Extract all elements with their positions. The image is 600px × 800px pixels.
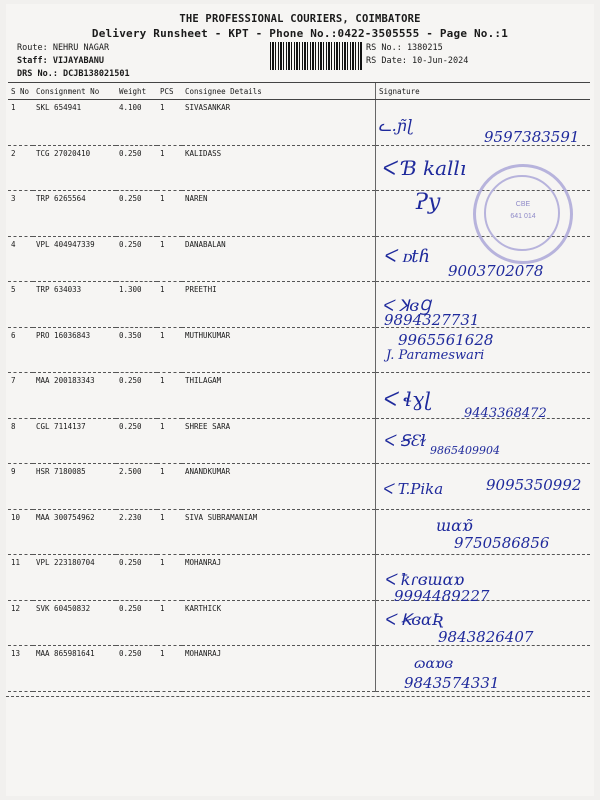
cell-sno: 13 [8,646,33,692]
cell-consignment: HSR 7180085 [33,464,116,510]
col-consignment: Consignment No [33,83,116,100]
rs-date: RS Date: 10-Jun-2024 [366,56,469,66]
sig-mark-13: ɷɑɒɞ [414,656,453,672]
sig-phone-13: 9843574331 [404,674,500,692]
cell-consignment: MAA 200183343 [33,373,116,419]
sig-mark-3: Ɂy [415,190,441,215]
cell-pcs: 1 [157,145,182,191]
company-title: THE PROFESSIONAL COURIERS, COIMBATORE [179,13,421,25]
col-consignee: Consignee Details [182,83,376,100]
cell-pcs: 1 [157,464,182,510]
cell-sno: 3 [8,191,33,237]
cell-sno: 10 [8,509,33,555]
cell-weight: 0.250 [116,191,157,237]
col-sno: S No [8,83,33,100]
sig-phone-11: 9994489227 [394,587,490,605]
cell-consignment: VPL 223180704 [33,555,116,601]
cell-consignee: KARTHICK [182,600,376,646]
cell-consignee: MUTHUKUMAR [182,327,376,373]
table-row [8,646,590,692]
cell-weight: 0.250 [116,418,157,464]
sig-mark-9: ᐸ T.Pika [382,480,444,498]
cell-pcs: 1 [157,646,182,692]
table-row [8,418,590,464]
cell-consignee: KALIDASS [182,145,376,191]
cell-pcs: 1 [157,418,182,464]
cell-sno: 4 [8,236,33,282]
cell-pcs: 1 [157,236,182,282]
cell-pcs: 1 [157,100,182,146]
table-header-row [8,83,590,100]
staff-label: Staff: VIJAYABANU [17,56,104,66]
cell-weight: 0.250 [116,646,157,692]
cell-weight: 0.250 [116,555,157,601]
rs-number: RS No.: 1380215 [366,43,443,53]
col-weight: Weight [116,83,157,100]
cell-consignment: MAA 300754962 [33,509,116,555]
cell-consignment: TCG 27020410 [33,145,116,191]
cell-consignee: SIVA SUBRAMANIAM [182,509,376,555]
sig-mark-7: ᐸ ɬɣɭ [382,387,432,411]
col-signature: Signature [376,83,591,100]
cell-weight: 2.230 [116,509,157,555]
cell-sno: 7 [8,373,33,419]
sig-mark-5: ᐸ ꓘɞꞬ [382,296,431,315]
table-row [8,555,590,601]
sig-mark-8: ᐸ ꞨƐɫ [383,431,426,450]
cell-weight: 0.250 [116,600,157,646]
cell-sno: 1 [8,100,33,146]
cell-consignment: SVK 60450832 [33,600,116,646]
cell-consignee: PREETHI [182,282,376,328]
cell-consignee: ANANDKUMAR [182,464,376,510]
runsheet-subtitle: Delivery Runsheet - KPT - Phone No.:0422-3505555 - Page No.:1 [91,27,509,40]
cell-weight: 0.250 [116,145,157,191]
sig-phone-5: 9894327731 [384,311,480,329]
sig-mark-2: ᐸ Ɓ kallı [381,156,467,180]
cell-weight: 0.250 [116,373,157,419]
cell-consignment: CGL 7114137 [33,418,116,464]
sig-mark-1: ᓚ.ɲ̃ɭ [378,116,413,135]
cell-consignee: THILAGAM [182,373,376,419]
cell-weight: 0.250 [116,236,157,282]
sig-mark-4: ᐸ ꭰtɦ [383,246,431,267]
cell-sno: 12 [8,600,33,646]
sig-phone-1: 9597383591 [484,128,580,146]
cell-consignment: TRP 634033 [33,282,116,328]
sig-mark-10: ɯɑɒ̃ [436,516,473,535]
runsheet-document [6,4,594,796]
sig-phone-6: 9965561628 [398,331,494,349]
cell-consignee: MOHANRAJ [182,646,376,692]
sig-name-6: J. Parameswari [386,348,485,363]
cell-pcs: 1 [157,373,182,419]
cell-weight: 1.300 [116,282,157,328]
cell-weight: 2.500 [116,464,157,510]
sig-phone-8: 9865409904 [430,444,500,457]
sig-mark-11: ᐸ ꝁɾɞɯɑɒ [384,570,465,589]
cell-sno: 5 [8,282,33,328]
delivery-stamp: CBE 641 014 [473,164,573,264]
cell-pcs: 1 [157,327,182,373]
cell-sno: 11 [8,555,33,601]
drs-number: DRS No.: DCJB138021501 [17,69,130,79]
cell-consignment: SKL 654941 [33,100,116,146]
sig-phone-7: 9443368472 [464,406,547,421]
cell-consignment: TRP 6265564 [33,191,116,237]
sig-phone-12: 9843826407 [438,628,534,646]
cell-pcs: 1 [157,509,182,555]
cell-consignee: NAREN [182,191,376,237]
sig-phone-4: 9003702078 [448,262,544,280]
cell-sno: 2 [8,145,33,191]
sig-phone-10: 9750586856 [454,534,550,552]
cell-sno: 8 [8,418,33,464]
cell-weight: 4.100 [116,100,157,146]
cell-consignee: SIVASANKAR [182,100,376,146]
sig-phone-9: 9095350992 [486,476,582,494]
cell-weight: 0.350 [116,327,157,373]
table-row [8,282,590,328]
table-row [8,327,590,373]
cell-consignment: PRO 16036843 [33,327,116,373]
cell-consignment: MAA 865981641 [33,646,116,692]
cell-pcs: 1 [157,555,182,601]
cell-sno: 6 [8,327,33,373]
cell-pcs: 1 [157,600,182,646]
cell-consignee: DANABALAN [182,236,376,282]
table-end-rule [6,696,590,697]
barcode-image [270,42,362,70]
cell-consignment: VPL 404947339 [33,236,116,282]
cell-consignee: SHREE SARA [182,418,376,464]
cell-pcs: 1 [157,191,182,237]
route-label: Route: NEHRU NAGAR [17,43,110,53]
sig-mark-12: ᐸ ꞢɞɑƦ [384,610,444,629]
col-pcs: PCS [157,83,182,100]
cell-consignee: MOHANRAJ [182,555,376,601]
cell-sno: 9 [8,464,33,510]
cell-pcs: 1 [157,282,182,328]
